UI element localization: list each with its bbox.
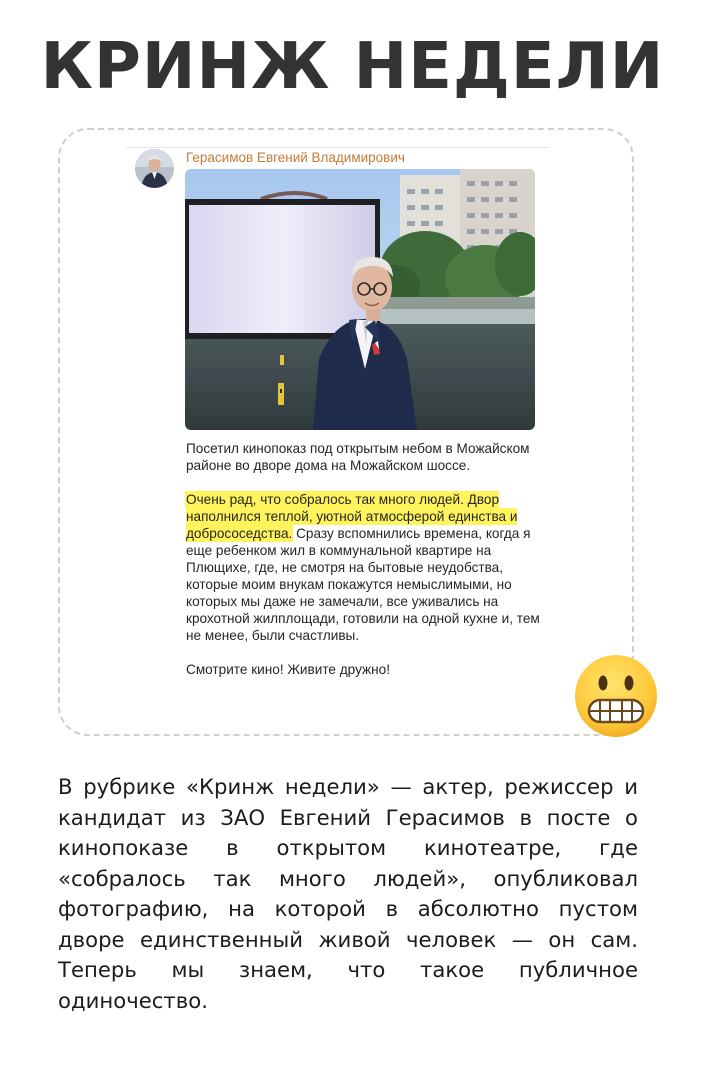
post-author-name: Герасимов Евгений Владимирович: [186, 150, 405, 165]
grimacing-face-icon: [573, 653, 659, 739]
post-photo: [185, 169, 535, 430]
post-paragraph-rest: Сразу вспомнились времена, когда я еще ребенком жил в коммунальной квартире на Плющихе, где, не смотря на бытовые неудобства, которые моим внукам покажутся немыслимыми, но которых мы даже не замечали, все уживались на крохотной жилплощади, готовили на одной кухне и, тем не менее, были счастливы.: [186, 526, 540, 643]
post-closing: Смотрите кино! Живите дружно!: [186, 662, 390, 677]
divider: [126, 147, 550, 148]
avatar: [135, 149, 174, 188]
caption-text: В рубрике «Кринж недели» — актер, режиссер и кандидат из ЗАО Евгений Герасимов в посте о кинопоказе в открытом кинотеатре, где «собралось так много людей», опубликовал фотографию, на которой в абсолютно пустом дворе единственный живой человек — он сам. Теперь мы знаем, что такое публичное одиночество.: [58, 774, 638, 1013]
post-paragraph: Посетил кинопоказ под открытым небом в Можайском районе во дворе дома на Можайском шоссе.: [186, 441, 530, 473]
page-title: КРИНЖ НЕДЕЛИ: [40, 30, 665, 104]
post-paragraph: [186, 491, 546, 644]
post-text: [186, 440, 546, 678]
highlighted-quote: Очень рад, что собралось так много людей. Двор наполнился теплой, уютной атмосферой единства и добрососедства.: [186, 492, 518, 541]
